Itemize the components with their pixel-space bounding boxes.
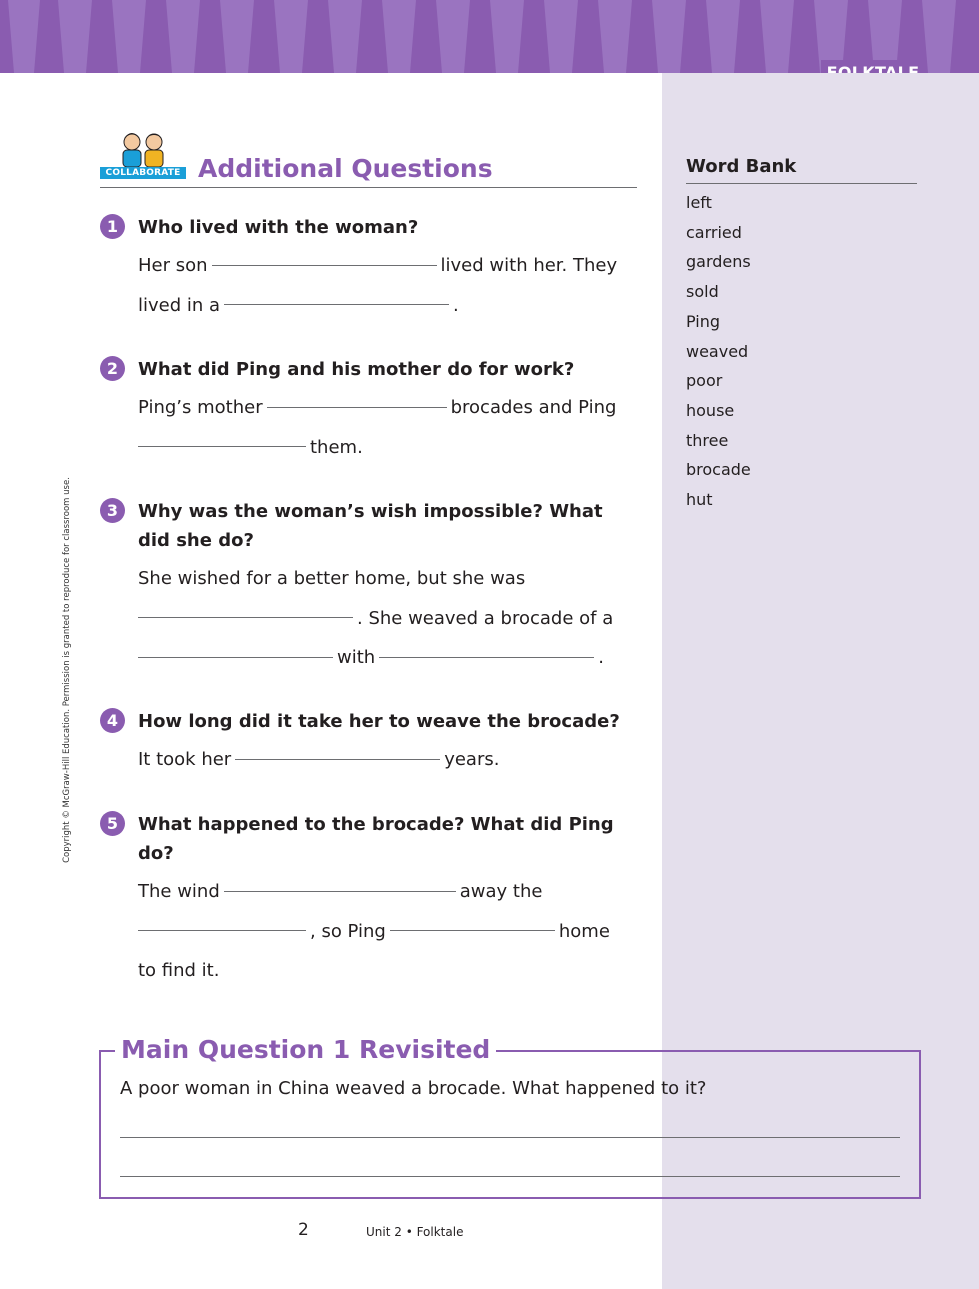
answer-blank[interactable] xyxy=(138,656,333,658)
answer-fragment: The wind xyxy=(138,881,220,902)
answer-fragment: home xyxy=(558,920,610,942)
answer-blank[interactable] xyxy=(212,264,437,266)
word-bank-title: Word Bank xyxy=(686,156,797,177)
page-number: 2 xyxy=(298,1220,309,1240)
section-title: Additional Questions xyxy=(198,154,493,183)
answer-blank[interactable] xyxy=(138,929,306,931)
word-bank-item: carried xyxy=(686,222,742,242)
answer-blank[interactable] xyxy=(138,445,306,447)
question-number: 5 xyxy=(100,811,125,836)
answer-fragment: . She weaved a brocade of a xyxy=(357,607,614,629)
question-number: 1 xyxy=(100,214,125,239)
question-4 xyxy=(100,707,640,780)
word-bank-item: left xyxy=(686,193,712,212)
question-text: What happened to the brocade? What did Ping do? xyxy=(138,814,614,864)
word-bank-divider xyxy=(686,183,917,184)
question-number: 3 xyxy=(100,498,125,523)
answer-fragment: with xyxy=(337,647,376,668)
word-bank-item: sold xyxy=(686,282,719,302)
answer-text xyxy=(138,740,640,780)
question-2 xyxy=(100,355,640,467)
question-text: What did Ping and his mother do for work? xyxy=(138,359,575,380)
answer-fragment: lived with her. They xyxy=(440,255,618,276)
word-bank-item: house xyxy=(686,400,735,420)
question-text: Who lived with the woman? xyxy=(138,217,419,238)
word-bank-list xyxy=(686,188,751,515)
answer-fragment: . xyxy=(598,647,604,668)
section-divider xyxy=(100,187,637,188)
word-bank-item: poor xyxy=(686,371,723,391)
answer-fragment: She wished for a better home, but she was xyxy=(138,568,526,589)
answer-blank[interactable] xyxy=(267,406,447,408)
footer-unit: Unit 2 • Folktale xyxy=(366,1225,464,1239)
answer-text xyxy=(138,559,640,678)
answer-fragment: It took her xyxy=(138,749,232,770)
word-bank-item: three xyxy=(686,430,729,450)
answer-fragment: lived in a xyxy=(138,294,221,316)
answer-line[interactable] xyxy=(120,1137,900,1138)
answer-text xyxy=(138,872,640,991)
answer-blank[interactable] xyxy=(390,929,555,931)
answer-fragment: them. xyxy=(310,436,363,458)
question-text: How long did it take her to weave the brocade? xyxy=(138,711,620,732)
answer-blank[interactable] xyxy=(379,656,594,658)
answer-fragment: years. xyxy=(444,749,500,770)
question-1 xyxy=(100,213,640,325)
question-5 xyxy=(100,810,640,991)
answer-blank[interactable] xyxy=(235,758,440,760)
answer-text xyxy=(138,246,640,325)
answer-blank[interactable] xyxy=(224,303,449,305)
question-text: Why was the woman’s wish impossible? What did she do? xyxy=(138,501,603,551)
answer-line[interactable] xyxy=(120,1176,900,1177)
answer-blank[interactable] xyxy=(138,616,353,618)
word-bank-item: gardens xyxy=(686,252,751,272)
answer-fragment: Her son xyxy=(138,255,208,276)
word-bank-item: Ping xyxy=(686,311,721,331)
question-number: 2 xyxy=(100,356,125,381)
answer-fragment: . xyxy=(453,294,459,316)
word-bank-item: hut xyxy=(686,490,713,510)
revisit-title: Main Question 1 Revisited xyxy=(115,1035,496,1064)
copyright-notice: Copyright © McGraw-Hill Education. Permission is granted to reproduce for classroom use. xyxy=(62,477,72,863)
answer-fragment: away the xyxy=(459,881,543,902)
question-3 xyxy=(100,497,640,678)
word-bank-item: weaved xyxy=(686,341,749,361)
answer-fragment: , so Ping xyxy=(310,920,386,942)
answer-text xyxy=(138,388,640,467)
collaborate-label: COLLABORATE xyxy=(100,167,186,179)
word-bank-item: brocade xyxy=(686,460,751,480)
answer-fragment: to find it. xyxy=(138,960,220,981)
answer-fragment: Ping’s mother xyxy=(138,397,263,418)
question-number: 4 xyxy=(100,708,125,733)
revisit-prompt: A poor woman in China weaved a brocade. What happened to it? xyxy=(120,1078,707,1099)
answer-blank[interactable] xyxy=(224,890,456,892)
answer-fragment: brocades and Ping xyxy=(450,397,617,418)
